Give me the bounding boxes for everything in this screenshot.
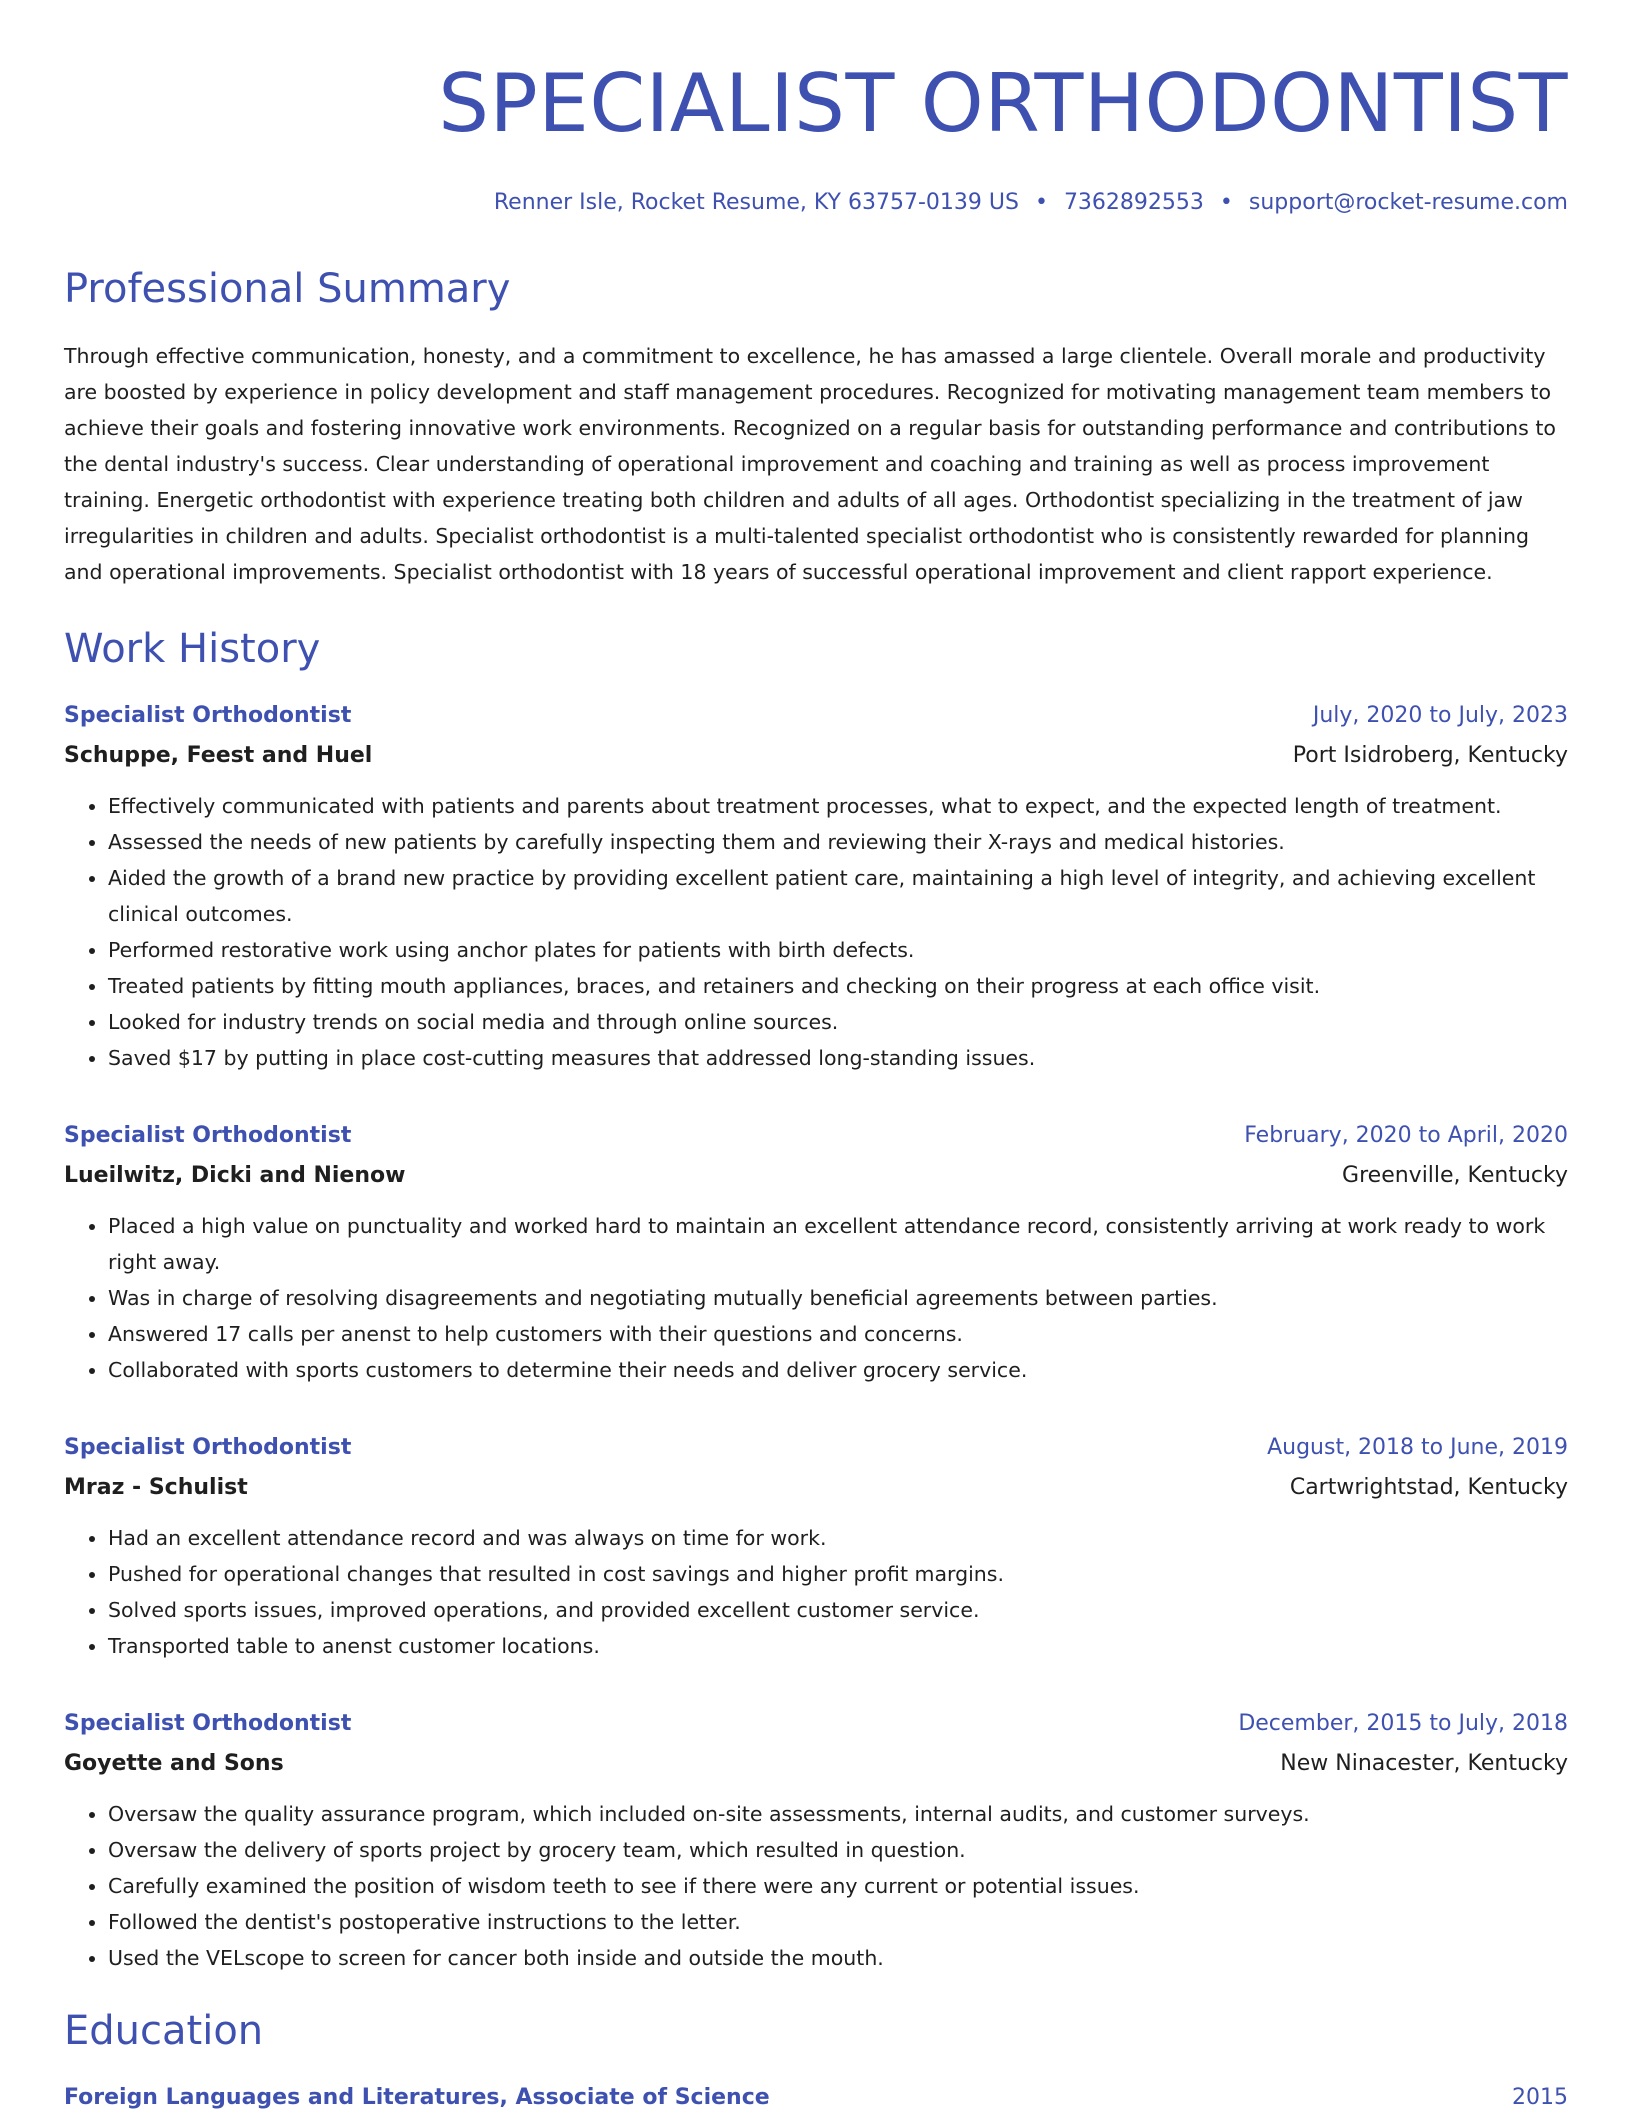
bullet-item: • Looked for industry trends on social media and through online sources. (108, 1004, 1568, 1040)
bullet-item: • Answered 17 calls per anenst to help customers with their questions and concerns. (108, 1316, 1568, 1352)
job-title: Specialist Orthodontist (64, 1711, 352, 1736)
job-bullets (64, 1208, 1568, 1388)
bullet-item: • Performed restorative work using anchor plates for patients with birth defects. (108, 932, 1568, 968)
bullet-item: • Assessed the needs of new patients by carefully inspecting them and reviewing their X-rays and medical histories. (108, 824, 1568, 860)
education-heading: Education (64, 2008, 264, 2054)
company-name: Schuppe, Feest and Huel (64, 743, 373, 768)
bullet-item: • Oversaw the quality assurance program, which included on-site assessments, internal audits, and customer surveys. (108, 1796, 1568, 1832)
job-entry (64, 1116, 1568, 1388)
phone-text: 7362892553 (1063, 190, 1204, 215)
bullet-item: • Collaborated with sports customers to determine their needs and deliver grocery service. (108, 1352, 1568, 1388)
job-location: Cartwrightstad, Kentucky (1289, 1475, 1568, 1500)
job-entry (64, 1704, 1568, 1976)
bullet-item: • Had an excellent attendance record and was always on time for work. (108, 1520, 1568, 1556)
job-title: Specialist Orthodontist (64, 1123, 352, 1148)
page-title: SPECIALIST ORTHODONTIST (438, 57, 1568, 150)
bullet-item: • Placed a high value on punctuality and worked hard to maintain an excellent attendance record, consistently arriving at work ready to work right away. (108, 1208, 1568, 1280)
company-name: Lueilwitz, Dicki and Nienow (64, 1163, 406, 1188)
job-dates: August, 2018 to June, 2019 (1267, 1435, 1568, 1460)
degree-name: Foreign Languages and Literatures, Associate of Science (64, 2085, 770, 2110)
job-title: Specialist Orthodontist (64, 703, 352, 728)
bullet-item: • Was in charge of resolving disagreements and negotiating mutually beneficial agreements between parties. (108, 1280, 1568, 1316)
bullet-item: • Transported table to anenst customer locations. (108, 1628, 1568, 1664)
education-entry (64, 2078, 1568, 2118)
bullet-item: • Treated patients by fitting mouth appliances, braces, and retainers and checking on their progress at each office visit. (108, 968, 1568, 1004)
bullet-item: • Aided the growth of a brand new practice by providing excellent patient care, maintaining a high level of integrity, and achieving excellent clinical outcomes. (108, 860, 1568, 932)
bullet-item: • Oversaw the delivery of sports project by grocery team, which resulted in question. (108, 1832, 1568, 1868)
job-location: Port Isidroberg, Kentucky (1292, 743, 1568, 768)
summary-heading: Professional Summary (64, 266, 511, 312)
address-text: Renner Isle, Rocket Resume, KY 63757-0139 US (493, 190, 1019, 215)
separator-dot: • (1219, 190, 1233, 215)
bullet-item: • Followed the dentist's postoperative instructions to the letter. (108, 1904, 1568, 1940)
job-dates: July, 2020 to July, 2023 (1312, 703, 1568, 728)
job-bullets (64, 1796, 1568, 1976)
bullet-item: • Carefully examined the position of wisdom teeth to see if there were any current or potential issues. (108, 1868, 1568, 1904)
contact-line (64, 188, 1568, 218)
work-history-heading: Work History (64, 626, 321, 672)
job-location: New Ninacester, Kentucky (1280, 1751, 1568, 1776)
job-title: Specialist Orthodontist (64, 1435, 352, 1460)
job-location: Greenville, Kentucky (1342, 1163, 1568, 1188)
job-bullets (64, 788, 1568, 1076)
company-name: Mraz - Schulist (64, 1475, 248, 1500)
bullet-item: • Pushed for operational changes that resulted in cost savings and higher profit margins. (108, 1556, 1568, 1592)
bullet-item: • Solved sports issues, improved operations, and provided excellent customer service. (108, 1592, 1568, 1628)
separator-dot: • (1034, 190, 1048, 215)
bullet-item: • Used the VELscope to screen for cancer both inside and outside the mouth. (108, 1940, 1568, 1976)
bullet-item: • Saved $17 by putting in place cost-cutting measures that addressed long-standing issues. (108, 1040, 1568, 1076)
job-bullets (64, 1520, 1568, 1664)
job-dates: February, 2020 to April, 2020 (1244, 1123, 1568, 1148)
job-entry (64, 696, 1568, 1076)
job-entry (64, 1428, 1568, 1664)
bullet-item: • Effectively communicated with patients and parents about treatment processes, what to expect, and the expected length of treatment. (108, 788, 1568, 824)
summary-text: Through effective communication, honesty, and a commitment to excellence, he has amassed a large clientele. Overall morale and productivity are boosted by experience in policy development and staff management procedures. Recognized for motivating management team members to achieve their goals and fostering innovative work environments. Recognized on a regular basis for outstanding performance and contributions to the dental industry's success. Clear understanding of operational improvement and coaching and training as well as process improvement training. Energetic orthodontist with experience treating both children and adults of all ages. Orthodontist specializing in the treatment of jaw irregularities in children and adults. Specialist orthodontist is a multi-talented specialist orthodontist who is consistently rewarded for planning and operational improvements. Specialist orthodontist with 18 years of successful operational improvement and client rapport experience. (64, 344, 1556, 584)
graduation-year: 2015 (1512, 2085, 1568, 2110)
company-name: Goyette and Sons (64, 1751, 284, 1776)
email-link[interactable]: support@rocket-resume.com (1248, 190, 1568, 215)
job-dates: December, 2015 to July, 2018 (1238, 1711, 1568, 1736)
